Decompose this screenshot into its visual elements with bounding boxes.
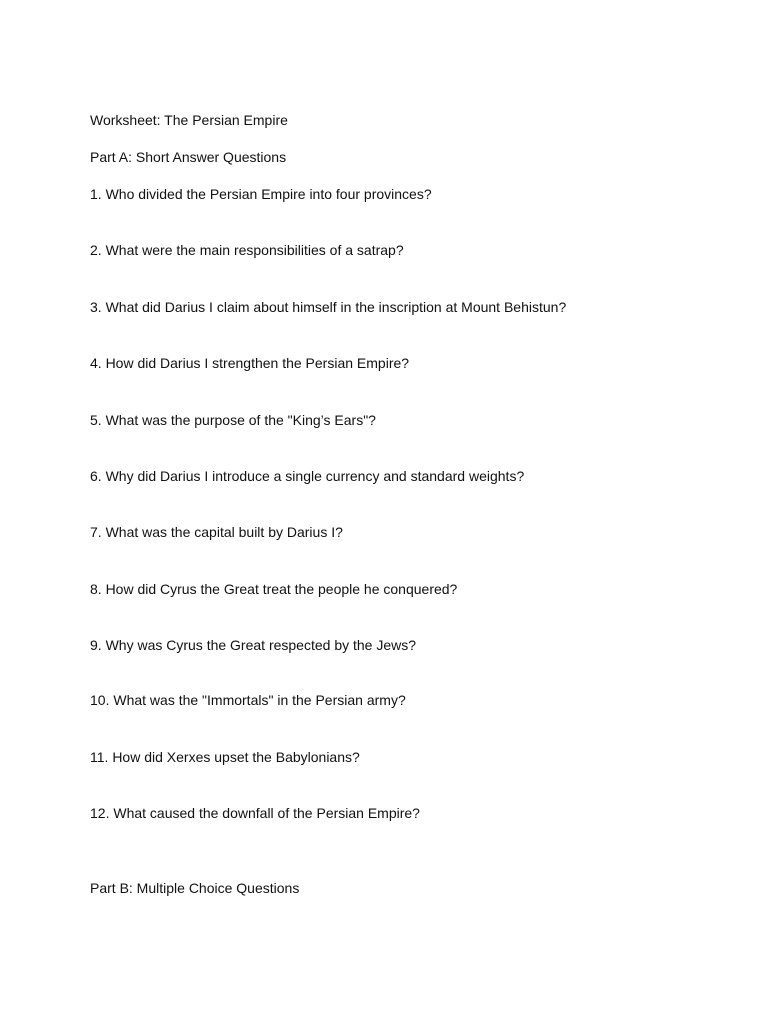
part-a-heading: Part A: Short Answer Questions — [90, 149, 287, 165]
part-b-heading: Part B: Multiple Choice Questions — [90, 880, 300, 896]
question-12: 12. What caused the downfall of the Persian Empire? — [90, 805, 420, 821]
question-4: 4. How did Darius I strengthen the Persian Empire? — [90, 355, 410, 371]
worksheet-title: Worksheet: The Persian Empire — [90, 112, 288, 128]
question-5: 5. What was the purpose of the "King’s Ears"? — [90, 412, 376, 428]
question-1: 1. Who divided the Persian Empire into four provinces? — [90, 186, 432, 202]
question-10: 10. What was the "Immortals" in the Persian army? — [90, 692, 406, 708]
question-2: 2. What were the main responsibilities of a satrap? — [90, 242, 404, 258]
question-6: 6. Why did Darius I introduce a single currency and standard weights? — [90, 468, 525, 484]
question-8: 8. How did Cyrus the Great treat the people he conquered? — [90, 581, 458, 597]
question-3: 3. What did Darius I claim about himself in the inscription at Mount Behistun? — [90, 299, 567, 315]
question-11: 11. How did Xerxes upset the Babylonians? — [90, 749, 360, 765]
question-9: 9. Why was Cyrus the Great respected by the Jews? — [90, 637, 417, 653]
question-7: 7. What was the capital built by Darius I? — [90, 524, 343, 540]
